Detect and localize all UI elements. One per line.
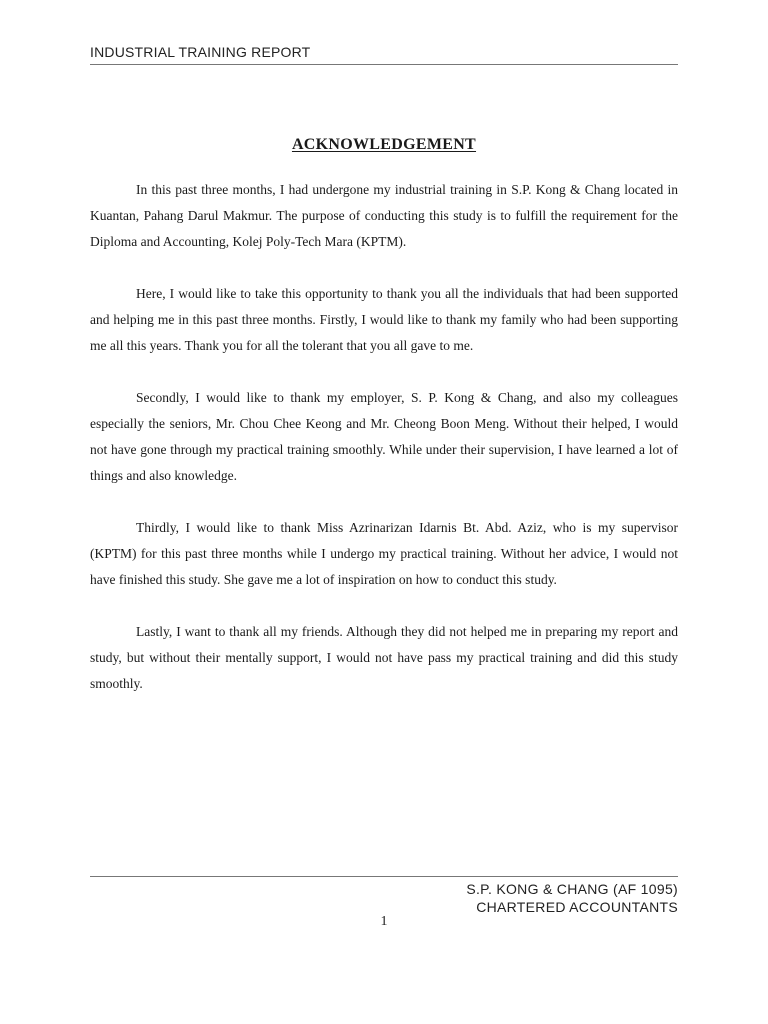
body-text [90, 177, 678, 723]
paragraph-2: Here, I would like to take this opportunity to thank you all the individuals that had been supported and helping me in this past three months. Firstly, I would like to thank my family who had been supporting me all this years. Thank you for all the tolerant that you all gave to me. [90, 286, 678, 353]
section-title [0, 136, 768, 154]
section-title-text: ACKNOWLEDGEMENT [291, 136, 477, 153]
running-header: INDUSTRIAL TRAINING REPORT [90, 44, 678, 65]
paragraph-1: In this past three months, I had undergone my industrial training in S.P. Kong & Chang located in Kuantan, Pahang Darul Makmur. The purpose of conducting this study is to fulfill the requirement for the Diploma and Accounting, Kolej Poly-Tech Mara (KPTM). [90, 182, 678, 249]
paragraph-4: Thirdly, I would like to thank Miss Azrinarizan Idarnis Bt. Abd. Aziz, who is my supervisor (KPTM) for this past three months while I undergo my practical training. Without her advice, I would not have finished this study. She gave me a lot of inspiration on how to conduct this study. [90, 520, 678, 587]
paragraph-5: Lastly, I want to thank all my friends. Although they did not helped me in preparing my report and study, but without their mentally support, I would not have pass my practical training and did this study smoothly. [90, 624, 678, 691]
footer-firm-name: S.P. KONG & CHANG (AF 1095) [466, 881, 678, 897]
running-footer [466, 880, 678, 916]
footer-divider [90, 876, 678, 877]
footer-firm-title: CHARTERED ACCOUNTANTS [476, 899, 678, 915]
page-number: 1 [380, 914, 388, 929]
paragraph-3: Secondly, I would like to thank my employer, S. P. Kong & Chang, and also my colleagues especially the seniors, Mr. Chou Chee Keong and Mr. Cheong Boon Meng. Without their helped, I would not have gone through my practical training smoothly. While under their supervision, I have learned a lot of things and also knowledge. [90, 390, 678, 483]
